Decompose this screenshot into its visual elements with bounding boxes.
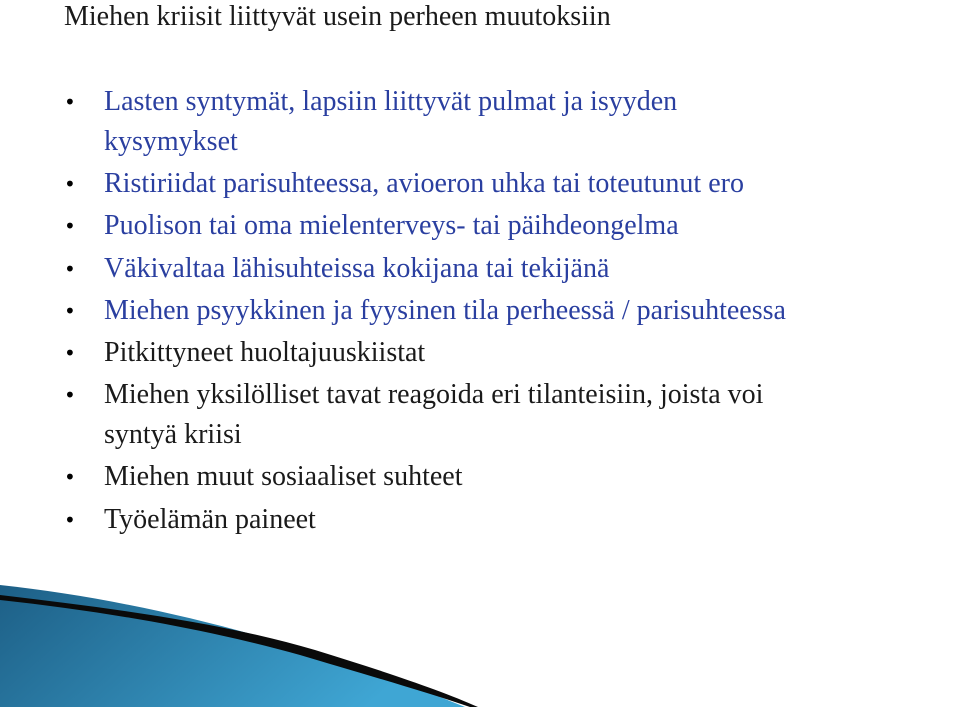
bullet-item xyxy=(64,82,954,162)
bullet-item xyxy=(64,206,954,246)
bullet-text: Väkivaltaa lähisuhteissa kokijana tai tekijänä xyxy=(104,252,610,284)
bullet-dot-icon: • xyxy=(64,465,76,490)
bullet-item xyxy=(64,164,954,204)
bullet-item xyxy=(64,249,954,289)
bullet-dot-icon: • xyxy=(64,172,76,197)
bullet-dot-icon: • xyxy=(64,383,76,408)
bullet-dot-icon: • xyxy=(64,256,76,281)
bullet-text: Pitkittyneet huoltajuuskiistat xyxy=(104,336,426,368)
slide-title: Miehen kriisit liittyvät usein perheen muutoksiin xyxy=(64,1,611,32)
bullet-text: Lasten syntymät, lapsiin liittyvät pulmat ja isyyden xyxy=(104,86,678,117)
bullet-text: Puolison tai oma mielenterveys- tai päihdeongelma xyxy=(104,210,679,242)
bullet-text-continuation: syntyä kriisi xyxy=(104,419,242,451)
bullet-dot-icon: • xyxy=(64,214,76,239)
wave-black-stroke xyxy=(0,595,478,707)
bullet-dot-icon: • xyxy=(64,90,76,114)
bullet-dot-icon: • xyxy=(64,298,76,323)
bullet-item xyxy=(64,500,954,540)
bullet-text: Työelämän paineet xyxy=(104,503,316,535)
bullet-item xyxy=(64,333,954,373)
bullet-item xyxy=(64,291,954,331)
bullet-text: Ristiriidat parisuhteessa, avioeron uhka tai toteutunut ero xyxy=(104,168,744,200)
bullet-list xyxy=(64,82,954,542)
bullet-text: Miehen muut sosiaaliset suhteet xyxy=(104,461,463,493)
bullet-text: Miehen yksilölliset tavat reagoida eri tilanteisiin, joista voi xyxy=(104,379,764,411)
bullet-text-continuation: kysymykset xyxy=(104,126,238,157)
wave-blue-shape xyxy=(0,585,465,707)
bullet-text: Miehen psyykkinen ja fyysinen tila perheessä / parisuhteessa xyxy=(104,294,786,326)
bullet-item xyxy=(64,375,954,455)
bullet-item xyxy=(64,457,954,497)
bullet-dot-icon: • xyxy=(64,507,76,532)
bullet-dot-icon: • xyxy=(64,340,76,365)
